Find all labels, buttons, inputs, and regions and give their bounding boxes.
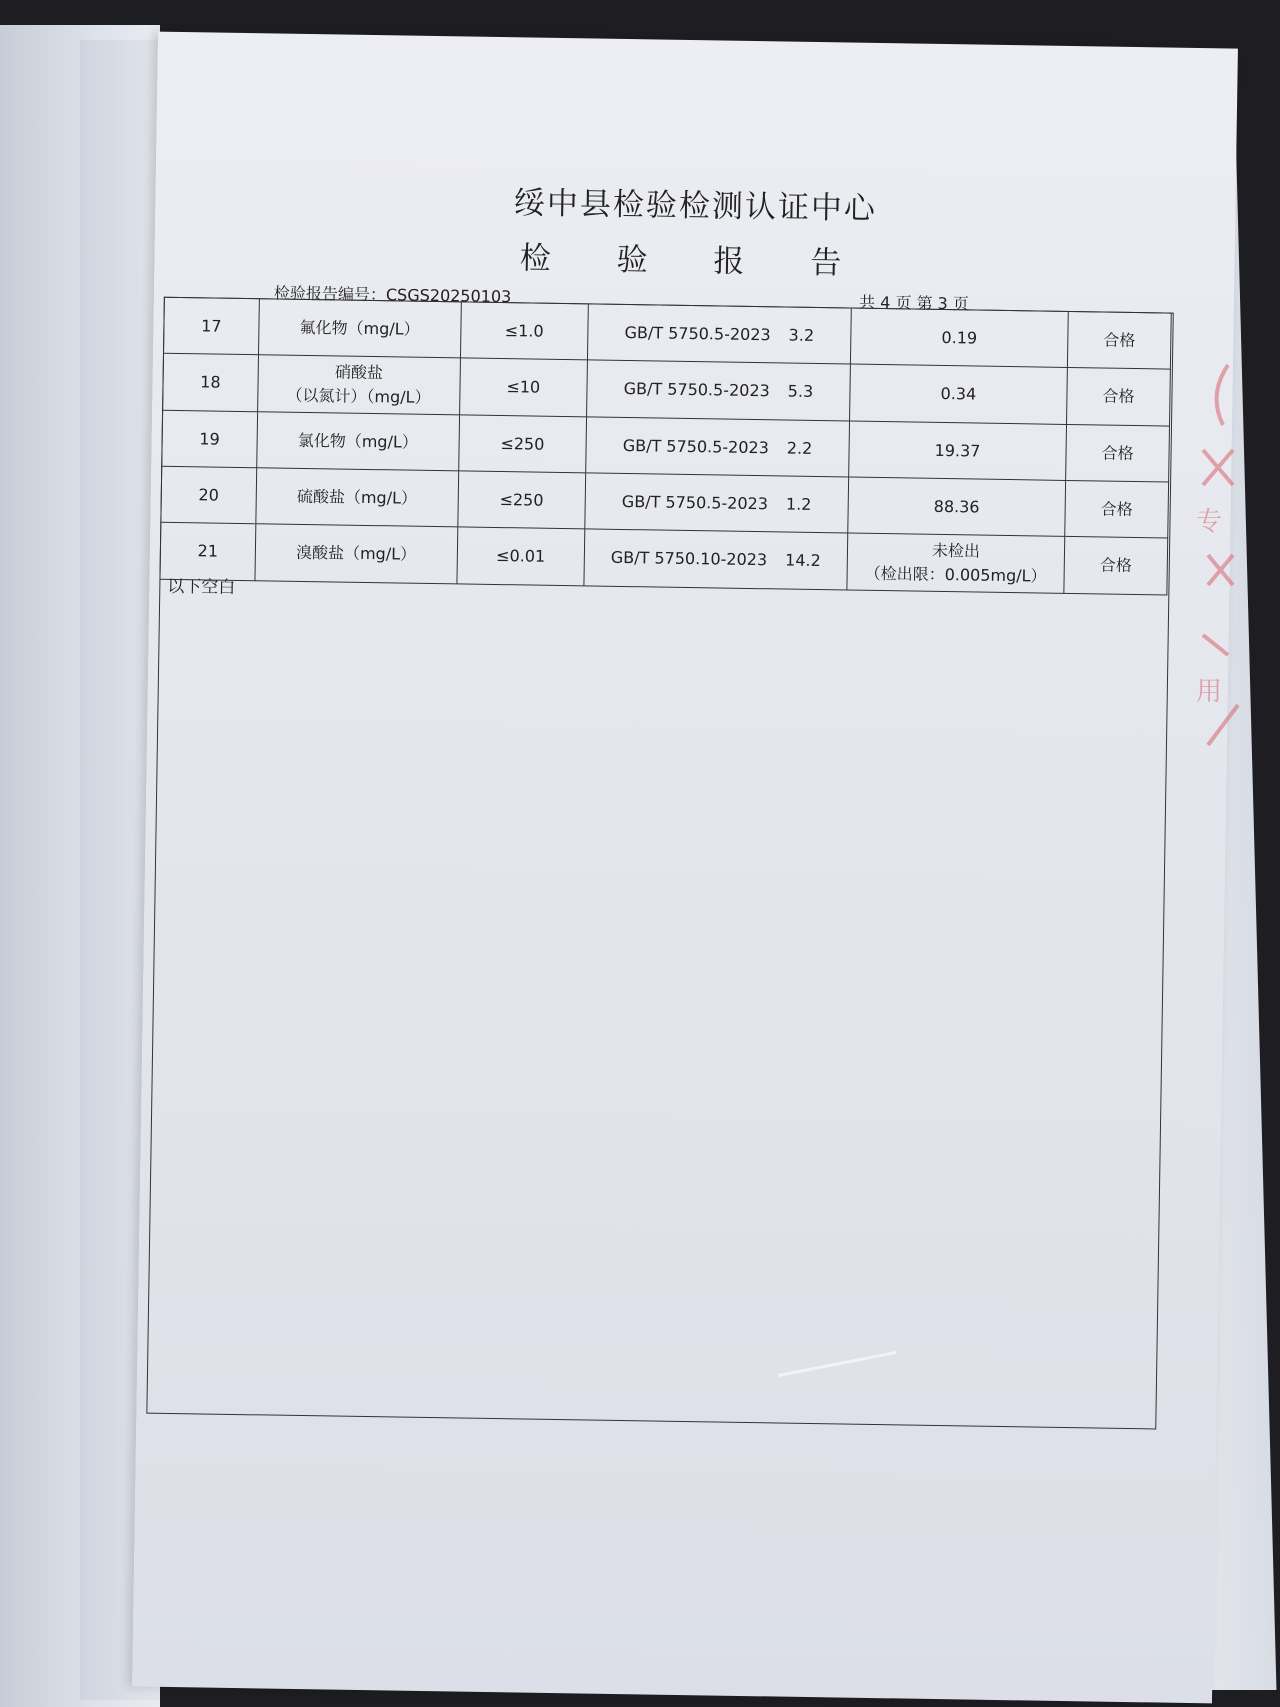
test-item: 硫酸盐（mg/L） — [256, 468, 459, 527]
limit-value: ≤250 — [458, 415, 586, 473]
test-result: 0.19 — [850, 308, 1068, 367]
stamp-char: 专 — [1196, 507, 1223, 537]
partial-stamp-seal — [1188, 355, 1248, 775]
test-item: 氯化物（mg/L） — [257, 412, 460, 471]
test-result: 0.34 — [849, 364, 1067, 424]
test-item: 溴酸盐（mg/L） — [255, 524, 458, 584]
test-method: GB/T 5750.10-2023 14.2 — [584, 529, 848, 590]
test-method: GB/T 5750.5-2023 2.2 — [586, 417, 850, 477]
test-result: 88.36 — [848, 477, 1066, 536]
limit-value: ≤10 — [459, 358, 587, 417]
report-number-value: CSGS20250103 — [385, 285, 512, 307]
test-item: 氟化物（mg/L） — [258, 299, 461, 358]
row-index: 18 — [163, 353, 259, 411]
limit-value: ≤1.0 — [460, 302, 588, 360]
test-result: 未检出 （检出限：0.005mg/L） — [847, 533, 1065, 593]
row-index: 19 — [162, 410, 258, 467]
verdict: 合格 — [1067, 367, 1171, 426]
row-index: 20 — [161, 466, 257, 523]
limit-value: ≤0.01 — [457, 527, 585, 586]
verdict: 合格 — [1067, 311, 1171, 369]
test-method: GB/T 5750.5-2023 1.2 — [585, 473, 849, 533]
row-index: 17 — [164, 297, 260, 354]
test-result: 19.37 — [849, 421, 1067, 480]
test-item: 硝酸盐 （以氮计）（mg/L） — [257, 355, 460, 415]
report-number-label: 检验报告编号： — [273, 283, 387, 305]
report-title: 检 验 报 告 — [519, 240, 870, 282]
blank-below-note: 以下空白 — [167, 576, 236, 598]
page-count: 共 4 页 第 3 页 — [858, 292, 970, 314]
row-index: 21 — [160, 522, 256, 580]
report-page — [132, 32, 1238, 1704]
test-method: GB/T 5750.5-2023 5.3 — [587, 360, 851, 421]
limit-value: ≤250 — [457, 471, 585, 529]
stamp-char: 用 — [1196, 677, 1223, 707]
verdict: 合格 — [1066, 424, 1170, 482]
results-table — [159, 297, 1171, 596]
verdict: 合格 — [1065, 480, 1169, 538]
organization-title: 绥中县检验检测认证中心 — [513, 185, 878, 227]
test-method: GB/T 5750.5-2023 3.2 — [587, 304, 851, 364]
verdict: 合格 — [1064, 536, 1168, 595]
